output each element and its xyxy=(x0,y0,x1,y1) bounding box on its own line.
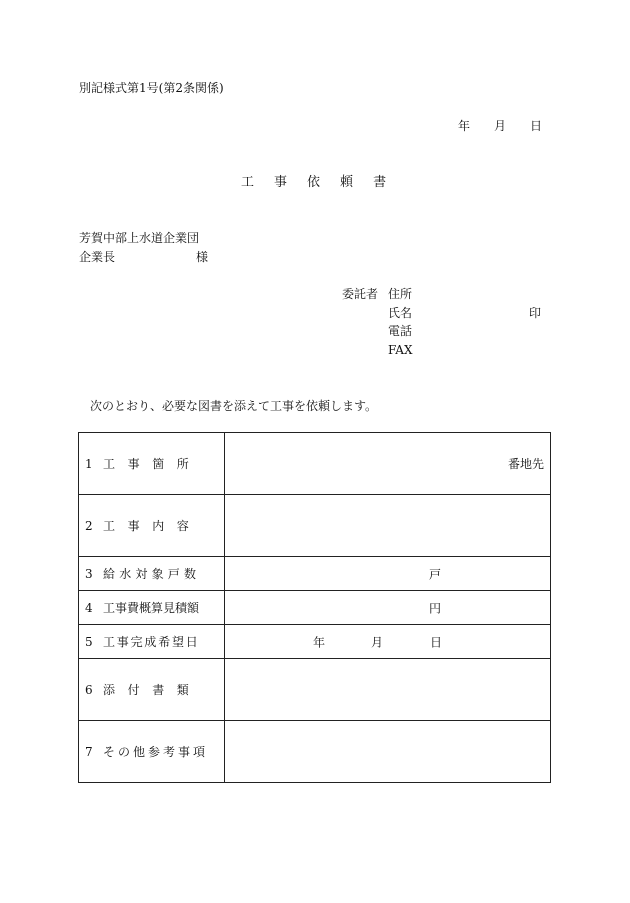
row-label xyxy=(79,557,225,591)
intro-text: 次のとおり、必要な図書を添えて工事を依頼します。 xyxy=(90,399,378,413)
name-label: 氏名 xyxy=(388,306,413,320)
title-char: 工 xyxy=(241,175,255,190)
work-content-field[interactable] xyxy=(225,495,551,557)
table-row xyxy=(79,433,551,495)
address-suffix: 番地先 xyxy=(507,457,544,471)
attachments-field[interactable] xyxy=(225,659,551,721)
phone-label: 電話 xyxy=(388,324,413,338)
row-label xyxy=(79,625,225,659)
addressee-honorific: 様 xyxy=(196,250,209,264)
row-label-text: 給水対象戸数 xyxy=(103,567,201,581)
applicant-label: 委託者 xyxy=(342,287,379,301)
addressee-position xyxy=(79,250,209,264)
row-number: 7 xyxy=(85,745,93,759)
row-number: 6 xyxy=(85,683,93,697)
table-row xyxy=(79,591,551,625)
month-label: 月 xyxy=(371,635,384,649)
addressee-position-label: 企業長 xyxy=(79,250,116,264)
title-char: 書 xyxy=(373,175,387,190)
unit-label: 円 xyxy=(429,601,442,615)
row-label-text: 工事完成希望日 xyxy=(103,635,200,649)
date-day-label: 日 xyxy=(530,119,543,133)
page-title xyxy=(241,176,406,189)
table-row xyxy=(79,721,551,783)
title-char: 事 xyxy=(274,175,288,190)
row-number: 4 xyxy=(85,601,93,615)
row-number: 2 xyxy=(85,519,93,533)
day-label: 日 xyxy=(430,635,443,649)
form-label: 別記様式第1号(第2条関係) xyxy=(79,81,224,95)
completion-date-field[interactable] xyxy=(225,625,551,659)
row-number: 1 xyxy=(85,457,93,471)
title-char: 依 xyxy=(307,175,321,190)
row-label-text: その他参考事項 xyxy=(103,745,209,759)
row-label-text: 工事費概算見積額 xyxy=(103,601,200,615)
table-row xyxy=(79,557,551,591)
other-notes-field[interactable] xyxy=(225,721,551,783)
row-label xyxy=(79,659,225,721)
row-number: 5 xyxy=(85,635,93,649)
row-label xyxy=(79,495,225,557)
date-year-label: 年 xyxy=(458,119,471,133)
title-char: 頼 xyxy=(340,175,354,190)
request-table xyxy=(78,432,551,783)
date-line xyxy=(458,120,542,132)
row-label xyxy=(79,721,225,783)
address-label: 住所 xyxy=(388,287,413,301)
year-label: 年 xyxy=(313,635,326,649)
unit-label: 戸 xyxy=(429,567,442,581)
table-row xyxy=(79,625,551,659)
row-label-text: 工事内容 xyxy=(103,519,202,533)
work-location-field[interactable] xyxy=(225,433,551,495)
row-label-text: 工事箇所 xyxy=(103,457,202,471)
row-label-text: 添付書類 xyxy=(103,683,202,697)
row-number: 3 xyxy=(85,567,93,581)
seal-mark: 印 xyxy=(529,306,542,320)
addressee-org: 芳賀中部上水道企業団 xyxy=(79,231,200,245)
fax-label: FAX xyxy=(388,343,413,357)
date-month-label: 月 xyxy=(494,119,507,133)
row-label xyxy=(79,433,225,495)
table-row xyxy=(79,495,551,557)
cost-estimate-field[interactable] xyxy=(225,591,551,625)
household-count-field[interactable] xyxy=(225,557,551,591)
row-label xyxy=(79,591,225,625)
table-row xyxy=(79,659,551,721)
